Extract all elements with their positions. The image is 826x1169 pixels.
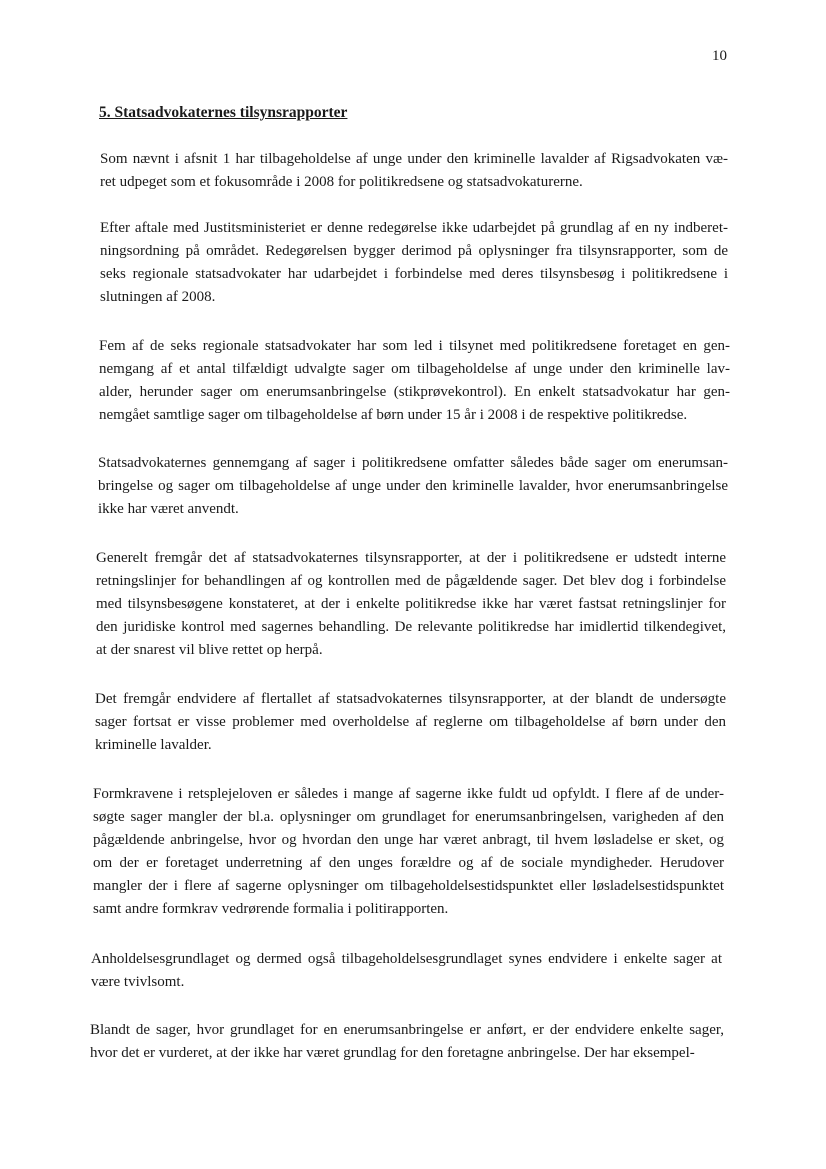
text-line: Generelt fremgår det af statsadvokaternes tilsynsrapporter, at der i politikredsene er udstedt interne [96,550,726,566]
text-line: retningslinjer for behandlingen af og kontrollen med de pågældende sager. Det blev dog i forbindelse [96,573,726,589]
text-line: nemgang af et antal tilfældigt udvalgte sager om tilbageholdelse af unge under den kriminelle lav- [99,361,730,377]
text-line: ningsordning på området. Redegørelsen bygger derimod på oplysninger fra tilsynsrapporter, som de [100,243,728,259]
text-line: Anholdelsesgrundlaget og dermed også tilbageholdelsesgrundlaget synes endvidere i enkelte sager at [91,951,722,967]
text-line: seks regionale statsadvokater har udarbejdet i forbindelse med deres tilsynsbesøg i politikredsene i [100,266,728,282]
page-number: 10 [712,48,727,64]
text-line: Statsadvokaternes gennemgang af sager i politikredsene omfatter således både sager om enerumsan- [98,455,728,471]
text-line: alder, herunder sager om enerumsanbringelse (stikprøvekontrol). En enkelt statsadvokatur har gen- [99,384,730,400]
text-line: ikke har været anvendt. [98,501,239,517]
text-line: om der er foretaget underretning af den unges forældre og af de sociale myndigheder. Herudover [93,855,724,871]
text-line: ret udpeget som et fokusområde i 2008 for politikredsene og statsadvokaturerne. [100,174,583,190]
text-line: søgte sager mangler der bl.a. oplysninger om grundlaget for enerumsanbringelsen, varigheden af den [93,809,724,825]
text-line: Efter aftale med Justitsministeriet er denne redegørelse ikke udarbejdet på grundlag af en ny indberet- [100,220,728,236]
section-heading: 5. Statsadvokaternes tilsynsrapporter [99,104,348,121]
text-line: Fem af de seks regionale statsadvokater har som led i tilsynet med politikredsene foretaget en gen- [99,338,730,354]
text-line: sager fortsat er visse problemer med overholdelse af reglerne om tilbageholdelse af børn under den [95,714,726,730]
text-line: Blandt de sager, hvor grundlaget for en enerumsanbringelse er anført, er der endvidere enkelte sager, [90,1022,724,1038]
text-line: være tvivlsomt. [91,974,185,990]
text-line: Formkravene i retsplejeloven er således i mange af sagerne ikke fuldt ud opfyldt. I flere af de under- [93,786,724,802]
text-line: mangler der i flere af sagerne oplysninger om tilbageholdelsestidspunktet eller løsladelsestidspunktet [93,878,724,894]
text-line: Som nævnt i afsnit 1 har tilbageholdelse af unge under den kriminelle lavalder af Rigsadvokaten væ- [100,151,728,167]
text-line: kriminelle lavalder. [95,737,212,753]
text-line: bringelse og sager om tilbageholdelse af unge under den kriminelle lavalder, hvor enerumsanbringelse [98,478,728,494]
text-line: hvor det er vurderet, at der ikke har været grundlag for den foretagne anbringelse. Der har eksempel- [90,1045,695,1061]
text-line: samt andre formkrav vedrørende formalia i politirapporten. [93,901,449,917]
text-line: Det fremgår endvidere af flertallet af statsadvokaternes tilsynsrapporter, at der blandt de undersøgte [95,691,726,707]
text-line: pågældende anbringelse, hvor og hvordan den unge har været anbragt, til hvem løsladelse er sket, og [93,832,724,848]
text-line: at der snarest vil blive rettet op herpå. [96,642,323,658]
text-line: slutningen af 2008. [100,289,216,305]
text-line: nemgået samtlige sager om tilbageholdelse af børn under 15 år i 2008 i de respektive politikredse. [99,407,688,423]
text-line: med tilsynsbesøgene konstateret, at der i enkelte politikredse ikke har været fastsat retningslinjer for [96,596,726,612]
text-line: den juridiske kontrol med sagernes behandling. De relevante politikredse har imidlertid tilkendegivet, [96,619,726,635]
